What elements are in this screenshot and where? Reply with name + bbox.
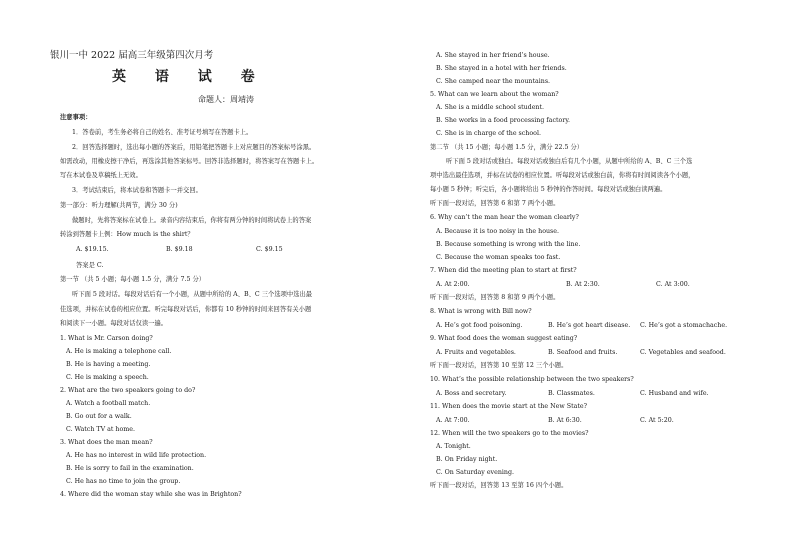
notice-line: 如需改动，用橡皮擦干净后，再选涂其他答案标号。回答非选择题时，将答案写在答题卡上。 xyxy=(60,158,319,165)
instruction-line: 每小题 5 秒钟；听完后，各小题将给出 5 秒钟的作答时间。每段对话或独白读两遍。 xyxy=(430,186,667,193)
option: A. At 7:00. xyxy=(436,417,470,424)
option: B. On Friday night. xyxy=(436,456,498,463)
example-option: B. $9.18 xyxy=(166,246,193,253)
example-option: A. $19.15. xyxy=(76,246,109,253)
dialogue-heading: 听下面一段对话，回答第 13 至第 16 四个小题。 xyxy=(430,482,568,489)
instruction-line: 和阅读下一小题。每段对话仅读一遍。 xyxy=(60,320,168,327)
part-heading: 第一部分：听力理解(共两节，满分 30 分) xyxy=(60,202,178,209)
option: C. He is making a speech. xyxy=(66,374,149,381)
option: C. Because the woman speaks too fast. xyxy=(436,254,561,261)
option: A. Tonight. xyxy=(436,443,471,450)
option: B. Classmates. xyxy=(548,390,595,397)
question: 5. What can we learn about the woman? xyxy=(430,91,559,98)
option: B. He is sorry to fail in the examination. xyxy=(66,465,194,472)
question: 11. When does the movie start at the New State? xyxy=(430,403,588,410)
instruction-line: 项中选出最佳选项，并标在试卷的相应位置。听每段对话或独白前，你将有时间阅读各个小题， xyxy=(430,172,695,179)
notice-heading: 注意事项： xyxy=(60,114,92,121)
option: C. Vegetables and seafood. xyxy=(640,349,726,356)
question: 2. What are the two speakers going to do? xyxy=(60,387,196,394)
option: C. At 5:20. xyxy=(640,417,674,424)
section-heading: 第二节 （共 15 小题；每小题 1.5 分，满分 22.5 分） xyxy=(430,144,584,151)
option: B. Go out for a walk. xyxy=(66,413,132,420)
dialogue-heading: 听下面一段对话，回答第 10 至第 12 三个小题。 xyxy=(430,362,568,369)
section-heading: 第一节 （共 5 小题；每小题 1.5 分，满分 7.5 分） xyxy=(60,276,206,283)
example-answer: 答案是 C. xyxy=(76,262,104,269)
option: A. She is a middle school student. xyxy=(436,104,545,111)
question: 3. What does the man mean? xyxy=(60,439,153,446)
option: C. He’s got a stomachache. xyxy=(640,322,728,329)
option: A. Boss and secretary. xyxy=(436,390,507,397)
option: B. He’s got heart disease. xyxy=(548,322,631,329)
option: C. Husband and wife. xyxy=(640,390,709,397)
option: B. Seafood and fruits. xyxy=(548,349,618,356)
instruction-line: 听下面 5 段对话。每段对话后有一个小题，从题中所给的 A、B、C 三个选项中选出最 xyxy=(72,291,313,298)
option: A. She stayed in her friend’s house. xyxy=(436,52,550,59)
option: C. On Saturday evening. xyxy=(436,469,514,476)
option: B. She stayed in a hotel with her friends. xyxy=(436,65,567,72)
instruction-line: 听下面 5 段对话或独白。每段对话或独白后有几个小题，从题中所给的 A、B、C 三个选 xyxy=(446,158,693,165)
option: A. Because it is too noisy in the house. xyxy=(436,228,560,235)
instruction-line: 佳选项，并标在试卷的相应位置。听完每段对话后，你都有 10 秒钟的时间来回答有关小题 xyxy=(60,306,312,313)
question: 8. What is wrong with Bill now? xyxy=(430,308,532,315)
question: 9. What food does the woman suggest eating? xyxy=(430,335,578,342)
option: B. At 2:30. xyxy=(566,281,600,288)
option: B. Because something is wrong with the line. xyxy=(436,241,581,248)
option: C. At 3:00. xyxy=(656,281,690,288)
option: A. At 2:00. xyxy=(436,281,470,288)
option: B. He is having a meeting. xyxy=(66,361,151,368)
dialogue-heading: 听下面一段对话，回答第 8 和第 9 两个小题。 xyxy=(430,294,560,301)
option: C. She is in charge of the school. xyxy=(436,130,541,137)
option: A. Watch a football match. xyxy=(66,400,151,407)
dialogue-heading: 听下面一段对话，回答第 6 和第 7 两个小题。 xyxy=(430,200,560,207)
question: 4. Where did the woman stay while she was in Brighton? xyxy=(60,491,242,498)
notice-line: 3．考试结束后，将本试卷和答题卡一并交回。 xyxy=(72,187,202,194)
option: A. He’s got food poisoning. xyxy=(436,322,523,329)
option: C. Watch TV at home. xyxy=(66,426,135,433)
option: C. He has no time to join the group. xyxy=(66,478,181,485)
instruction-line: 转涂到答题卡上例：How much is the shirt？ xyxy=(60,231,194,238)
option: A. Fruits and vegetables. xyxy=(436,349,516,356)
question: 1. What is Mr. Carson doing? xyxy=(60,335,153,342)
notice-line: 2．回答选择题时，选出每小题的答案后，用铅笔把答题卡上对应题目的答案标号涂黑。 xyxy=(72,144,316,151)
exam-subject: 英 语 试 卷 xyxy=(112,69,267,85)
question: 12. When will the two speakers go to the movies? xyxy=(430,430,589,437)
option: A. He has no interest in wild life protection. xyxy=(66,452,207,459)
notice-line: 1．答卷前，考生务必将自己的姓名、准考证号填写在答题卡上。 xyxy=(72,129,253,136)
option: A. He is making a telephone call. xyxy=(66,348,172,355)
question: 10. What’s the possible relationship between the two speakers? xyxy=(430,376,634,383)
notice-line: 写在本试卷及草稿纸上无效。 xyxy=(60,172,142,179)
option: B. At 6:30. xyxy=(548,417,582,424)
option: C. She camped near the mountains. xyxy=(436,78,551,85)
exam-title: 银川一中 2022 届高三年级第四次月考 xyxy=(50,50,214,61)
option: B. She works in a food processing factory. xyxy=(436,117,571,124)
exam-author: 命题人：周靖涛 xyxy=(198,95,254,104)
question: 7. When did the meeting plan to start at first? xyxy=(430,267,577,274)
question: 6. Why can’t the man hear the woman clearly? xyxy=(430,214,579,221)
example-option: C. $9.15 xyxy=(256,246,283,253)
instruction-line: 做题时，先将答案标在试卷上。录音内容结束后，你将有两分钟的时间将试卷上的答案 xyxy=(72,217,312,224)
